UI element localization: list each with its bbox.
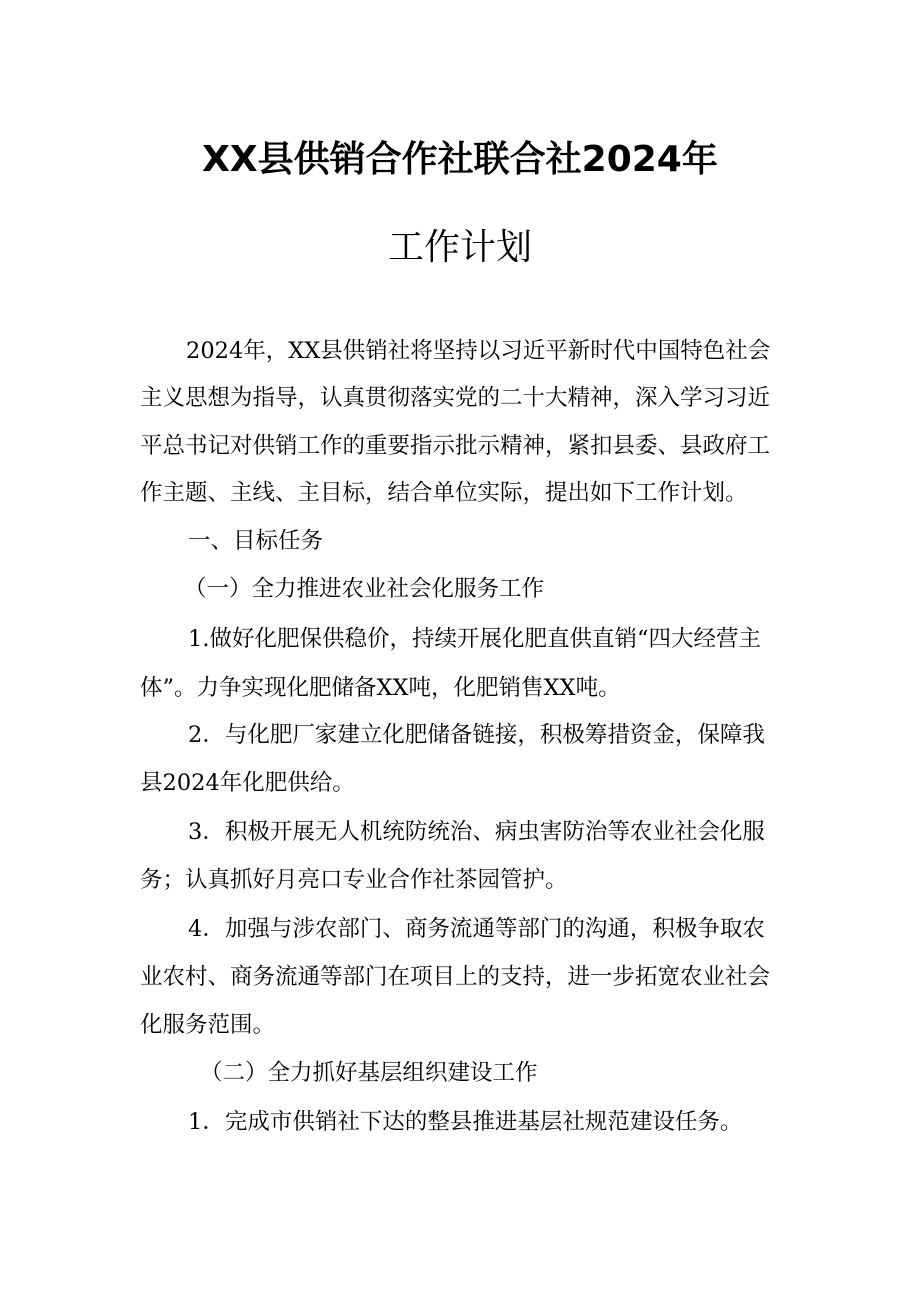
item-1-line-2: 体”。力争实现化肥储备XX吨，化肥销售XX吨。 xyxy=(140,675,621,701)
item-3-line-1: 3．积极开展无人机统防统治、病虫害防治等农业社会化服 xyxy=(188,819,765,845)
paragraph-intro-line-2: 主义思想为指导，认真贯彻落实党的二十大精神，深入学习习近 xyxy=(140,385,771,411)
item-4-line-3: 化服务范围。 xyxy=(140,1012,276,1038)
item-2-line-1: 2．与化肥厂家建立化肥储备链接，积极筹措资金，保障我 xyxy=(188,722,765,748)
document-title-line-1: XX县供销合作社联合社2024年 xyxy=(202,139,718,180)
item-1-line-1: 1.做好化肥保供稳价，持续开展化肥直供直销“四大经营主 xyxy=(188,626,761,652)
paragraph-intro-line-3: 平总书记对供销工作的重要指示批示精神，紧扣县委、县政府工 xyxy=(140,433,771,459)
subsection-heading-2: （二）全力抓好基层组织建设工作 xyxy=(200,1060,538,1086)
item-4-line-1: 4．加强与涉农部门、商务流通等部门的沟通，积极争取农 xyxy=(188,916,765,942)
document-title-line-2: 工作计划 xyxy=(387,227,532,268)
subsection-heading-1: （一）全力推进农业社会化服务工作 xyxy=(184,576,545,602)
paragraph-intro-line-1: 2024年，XX县供销社将坚持以习近平新时代中国特色社会 xyxy=(186,338,771,364)
paragraph-intro-line-4: 作主题、主线、主目标，结合单位实际，提出如下工作计划。 xyxy=(140,480,748,506)
section-heading-1: 一、目标任务 xyxy=(188,528,324,554)
item-4-line-2: 业农村、商务流通等部门在项目上的支持，进一步拓宽农业社会 xyxy=(140,964,771,990)
item-2-line-2: 县2024年化肥供给。 xyxy=(140,770,355,796)
item-3-line-2: 务；认真抓好月亮口专业合作社茶园管护。 xyxy=(140,867,568,893)
item-5-line-1: 1．完成市供销社下达的整县推进基层社规范建设任务。 xyxy=(188,1109,743,1135)
